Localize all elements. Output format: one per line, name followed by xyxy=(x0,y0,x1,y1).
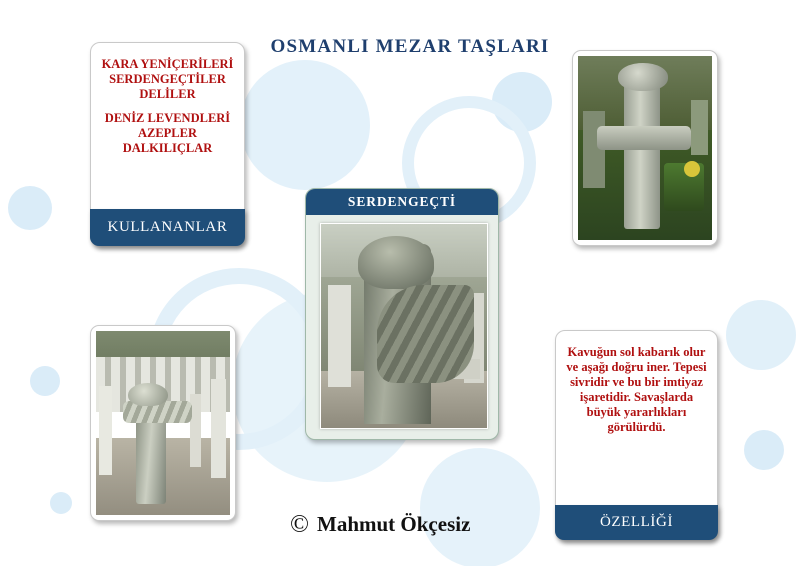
kullananlar-line: DELİLER xyxy=(139,87,196,101)
mezar-tasi-yesil-bahce-photo xyxy=(578,56,712,240)
decorative-circle xyxy=(744,430,784,470)
kullananlar-line: DENİZ LEVENDLERİ xyxy=(104,111,231,125)
author-name: Mahmut Ökçesiz xyxy=(317,512,471,536)
decorative-circle xyxy=(8,186,52,230)
kullananlar-label-bar: KULLANANLAR xyxy=(90,209,245,246)
ozelligi-text: Kavuğun sol kabarık olur ve aşağı doğru iner. Tepesi sivridir ve bu bir imtiyaz işaretidir. Savaşlarda büyük yararlıkları görülürdü. xyxy=(566,345,707,434)
spacer xyxy=(97,102,238,111)
credit-line xyxy=(290,512,470,537)
kullananlar-line: AZEPLER xyxy=(137,126,198,140)
decorative-circle xyxy=(420,448,540,566)
page-title: OSMANLI MEZAR TAŞLARI xyxy=(270,36,550,57)
kullananlar-line: SERDENGEÇTİLER xyxy=(109,72,226,86)
kullananlar-text xyxy=(97,57,238,156)
kullananlar-line: KARA YENİÇERİLERİ xyxy=(101,57,234,71)
decorative-circle xyxy=(30,366,60,396)
left-bottom-photo-card xyxy=(90,325,236,521)
decorative-circle xyxy=(240,60,370,190)
serdengecti-mezar-tasi-photo xyxy=(320,223,488,429)
photo-scene xyxy=(578,56,712,240)
right-top-photo-card xyxy=(572,50,718,246)
ozelligi-label-bar: ÖZELLİĞİ xyxy=(555,505,718,540)
serdengecti-card xyxy=(305,188,499,440)
decorative-circle xyxy=(726,300,796,370)
decorative-circle xyxy=(50,492,72,514)
serdengecti-label-bar: SERDENGEÇTİ xyxy=(306,189,498,215)
mezarlik-beyaz-taslar-photo xyxy=(96,331,230,515)
kullananlar-line: DALKILIÇLAR xyxy=(122,141,213,155)
copyright-icon: © xyxy=(290,511,309,538)
photo-scene xyxy=(96,331,230,515)
photo-scene xyxy=(321,224,487,428)
